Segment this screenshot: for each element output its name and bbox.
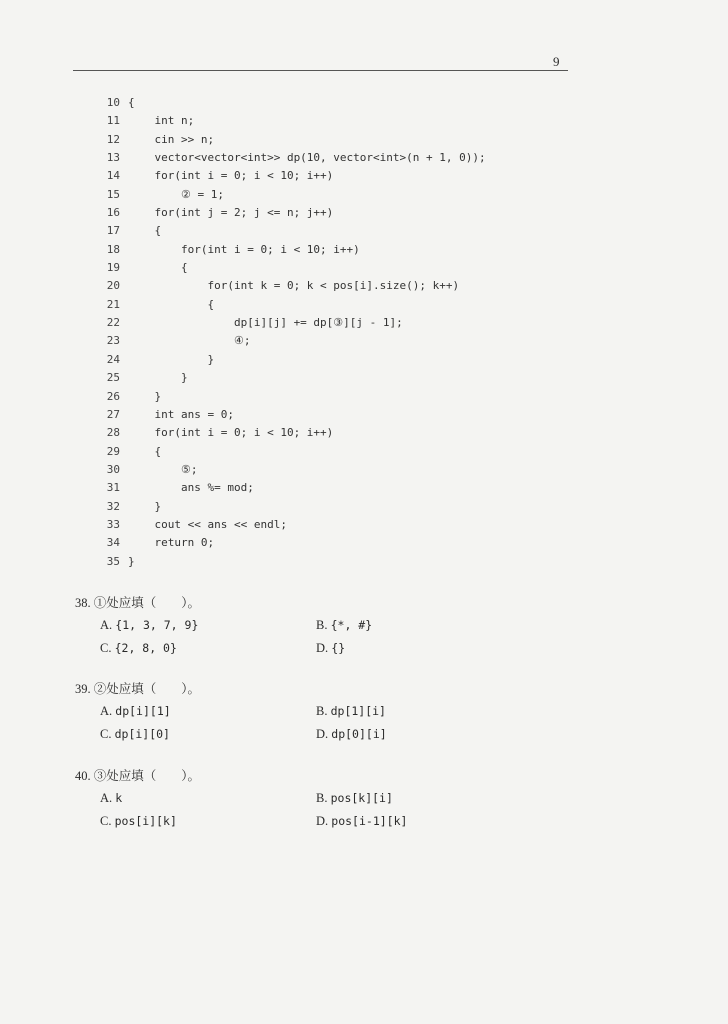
line-number: 28 xyxy=(106,426,120,440)
line-number: 16 xyxy=(106,206,120,220)
answer-option xyxy=(316,614,516,637)
option-letter: A. xyxy=(100,791,113,805)
line-number: 21 xyxy=(106,297,120,311)
code-text: { xyxy=(128,297,215,311)
line-number: 17 xyxy=(106,224,120,238)
answer-option xyxy=(316,637,516,660)
code-line xyxy=(98,424,558,442)
line-number: 13 xyxy=(106,151,120,165)
code-text: return 0; xyxy=(128,536,215,550)
code-line xyxy=(98,112,558,130)
code-line xyxy=(98,241,558,259)
option-text: pos[i][k] xyxy=(114,814,177,828)
code-line xyxy=(98,204,558,222)
code-text: ② = 1; xyxy=(128,187,224,201)
option-letter: D. xyxy=(316,727,329,741)
option-text: pos[k][i] xyxy=(330,791,393,805)
code-line xyxy=(98,277,558,295)
header-rule xyxy=(73,70,568,71)
code-text: vector<vector<int>> dp(10, vector<int>(n + 1, 0)); xyxy=(128,151,486,165)
answer-option xyxy=(316,723,516,746)
line-number: 33 xyxy=(106,517,120,531)
question-number: 38. xyxy=(75,596,91,610)
line-number: 10 xyxy=(106,96,120,109)
code-line xyxy=(98,534,558,552)
option-text: {} xyxy=(331,641,346,655)
option-text: k xyxy=(115,791,123,805)
code-text: for(int i = 0; i < 10; i++) xyxy=(128,242,360,256)
code-text: cin >> n; xyxy=(128,132,215,146)
code-text: { xyxy=(128,224,162,238)
code-line xyxy=(98,479,558,497)
answer-option xyxy=(100,614,316,637)
code-text: cout << ans << endl; xyxy=(128,517,287,531)
question-stem xyxy=(75,678,555,700)
question-text: ③处应填（ ）。 xyxy=(93,769,201,783)
page-number: 9 xyxy=(553,54,560,69)
answer-option xyxy=(316,787,516,810)
code-line xyxy=(98,388,558,406)
code-text: int ans = 0; xyxy=(128,407,234,421)
option-letter: B. xyxy=(316,618,328,632)
option-letter: C. xyxy=(100,727,112,741)
code-line xyxy=(98,461,558,479)
option-text: dp[0][i] xyxy=(331,727,387,741)
answer-options xyxy=(100,614,555,660)
answer-option xyxy=(100,787,316,810)
answer-option xyxy=(100,637,316,660)
code-line xyxy=(98,553,558,571)
answer-option xyxy=(316,810,516,833)
code-text: for(int i = 0; i < 10; i++) xyxy=(128,169,334,183)
code-line xyxy=(98,94,558,112)
option-text: dp[i][0] xyxy=(114,727,170,741)
code-line xyxy=(98,351,558,369)
code-text: { xyxy=(128,96,135,109)
option-text: pos[i-1][k] xyxy=(331,814,408,828)
line-number: 19 xyxy=(106,261,120,275)
question-38 xyxy=(75,592,555,660)
answer-option xyxy=(100,700,316,723)
code-line xyxy=(98,498,558,516)
line-number: 11 xyxy=(106,114,120,128)
code-line xyxy=(98,332,558,350)
option-letter: D. xyxy=(316,814,329,828)
code-text: } xyxy=(128,499,162,513)
line-number: 14 xyxy=(106,169,120,183)
code-line xyxy=(98,131,558,149)
code-text: int n; xyxy=(128,114,195,128)
line-number: 25 xyxy=(106,371,120,385)
code-text: { xyxy=(128,444,162,458)
line-number: 15 xyxy=(106,187,120,201)
code-line xyxy=(98,259,558,277)
code-line xyxy=(98,406,558,424)
code-line xyxy=(98,369,558,387)
line-number: 18 xyxy=(106,242,120,256)
code-text: for(int i = 0; i < 10; i++) xyxy=(128,426,334,440)
option-letter: A. xyxy=(100,704,113,718)
line-number: 35 xyxy=(106,554,120,568)
question-number: 40. xyxy=(75,769,91,783)
option-text: dp[i][1] xyxy=(115,704,171,718)
answer-options xyxy=(100,787,555,833)
question-40 xyxy=(75,765,555,833)
answer-option xyxy=(100,723,316,746)
code-text: ④; xyxy=(128,334,251,348)
option-letter: D. xyxy=(316,641,329,655)
answer-option xyxy=(316,700,516,723)
answer-options xyxy=(100,700,555,746)
option-letter: C. xyxy=(100,641,112,655)
line-number: 20 xyxy=(106,279,120,293)
code-line xyxy=(98,296,558,314)
line-number: 30 xyxy=(106,462,120,476)
question-39 xyxy=(75,678,555,746)
code-line xyxy=(98,516,558,534)
option-letter: B. xyxy=(316,704,328,718)
line-number: 34 xyxy=(106,536,120,550)
code-text: for(int k = 0; k < pos[i].size(); k++) xyxy=(128,279,460,293)
question-number: 39. xyxy=(75,682,91,696)
answer-option xyxy=(100,810,316,833)
question-text: ②处应填（ ）。 xyxy=(93,682,201,696)
code-text: { xyxy=(128,261,188,275)
question-stem xyxy=(75,592,555,614)
code-text: for(int j = 2; j <= n; j++) xyxy=(128,206,334,220)
line-number: 22 xyxy=(106,316,120,330)
code-line xyxy=(98,149,558,167)
code-text: dp[i][j] += dp[③][j - 1]; xyxy=(128,316,403,330)
code-text: ⑤; xyxy=(128,462,198,476)
option-letter: C. xyxy=(100,814,112,828)
code-line xyxy=(98,186,558,204)
line-number: 12 xyxy=(106,132,120,146)
option-letter: A. xyxy=(100,618,113,632)
code-text: ans %= mod; xyxy=(128,481,254,495)
code-line xyxy=(98,443,558,461)
line-number: 31 xyxy=(106,481,120,495)
option-letter: B. xyxy=(316,791,328,805)
question-text: ①处应填（ ）。 xyxy=(93,596,201,610)
code-line xyxy=(98,222,558,240)
code-line xyxy=(98,314,558,332)
code-text: } xyxy=(128,554,135,568)
question-stem xyxy=(75,765,555,787)
line-number: 26 xyxy=(106,389,120,403)
option-text: dp[1][i] xyxy=(330,704,386,718)
line-number: 29 xyxy=(106,444,120,458)
line-number: 32 xyxy=(106,499,120,513)
code-listing xyxy=(98,94,558,571)
code-text: } xyxy=(128,371,188,385)
option-text: {*, #} xyxy=(330,618,373,632)
option-text: {1, 3, 7, 9} xyxy=(115,618,199,632)
code-line xyxy=(98,167,558,185)
code-text: } xyxy=(128,389,162,403)
line-number: 27 xyxy=(106,407,120,421)
line-number: 24 xyxy=(106,352,120,366)
code-text: } xyxy=(128,352,215,366)
option-text: {2, 8, 0} xyxy=(114,641,177,655)
line-number: 23 xyxy=(106,334,120,348)
